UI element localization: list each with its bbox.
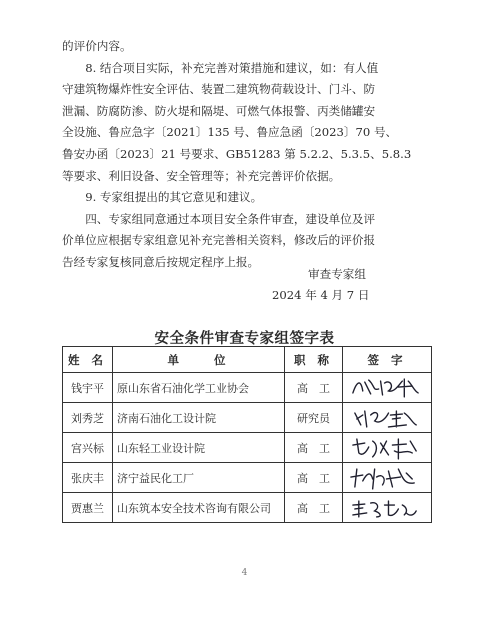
cell-name: 宫兴标 (63, 433, 113, 463)
opinion-text (62, 36, 430, 274)
signature-scribble (343, 493, 431, 522)
text-line: 告经专家复核同意后按规定程序上报。 (62, 254, 260, 269)
table-header-row (63, 347, 432, 373)
paragraph-item-9 (62, 187, 430, 209)
table-row (63, 403, 432, 433)
page-number: 4 (241, 568, 248, 578)
text-line: 8. 结合项目实际，补充完善对策措施和建议，如：有人值 (85, 60, 379, 75)
cell-name: 贾惠兰 (63, 493, 113, 523)
header-unit: 单 位 (113, 347, 285, 373)
cell-title: 高 工 (285, 373, 343, 403)
text-line: 鲁安办函〔2023〕21 号要求、GB51283 第 5.2.2、5.3.5、5.8.3 (62, 146, 412, 161)
handwritten-signature (343, 433, 432, 463)
paragraph-continuation (62, 36, 430, 58)
handwritten-signature (343, 463, 432, 493)
table-row (63, 373, 432, 403)
cell-name: 刘秀芝 (63, 403, 113, 433)
text-line: 等要求、利旧设备、安全管理等；补充完善评价依据。 (62, 168, 341, 183)
text-line: 全设施、鲁应急字〔2021〕135 号、鲁应急函〔2023〕70 号、 (62, 125, 398, 140)
cell-unit: 济南石油化工设计院 (113, 403, 285, 433)
text-line: 守建筑物爆炸性安全评估、装置二建筑物荷载设计、门斗、防 (62, 82, 376, 97)
header-title: 职 称 (285, 347, 343, 373)
text-line: 四、专家组同意通过本项目安全条件审查，建设单位及评 (85, 211, 376, 226)
signature-table (62, 346, 432, 523)
cell-unit: 济宁益民化工厂 (113, 463, 285, 493)
signature-scribble (343, 463, 431, 492)
paragraph-item-8 (62, 58, 430, 188)
text-line: 的评价内容。 (62, 39, 132, 53)
header-name: 姓 名 (63, 347, 113, 373)
handwritten-signature (343, 493, 432, 523)
cell-name: 钱宇平 (63, 373, 113, 403)
text-line: 9. 专家组提出的其它意见和建议。 (85, 190, 263, 205)
cell-unit: 原山东省石油化学工业协会 (113, 373, 285, 403)
header-signature: 签 字 (343, 347, 432, 373)
handwritten-signature (343, 403, 432, 433)
text-line: 价单位应根据专家组意见补充完善相关资料，修改后的评价报 (62, 233, 376, 248)
cell-title: 高 工 (285, 433, 343, 463)
document-date: 2024 年 4 月 7 日 (272, 288, 370, 302)
table-row (63, 463, 432, 493)
paragraph-section-4 (62, 209, 430, 274)
cell-name: 张庆丰 (63, 463, 113, 493)
handwritten-signature (343, 373, 432, 403)
cell-title: 研究员 (285, 403, 343, 433)
signature-scribble (343, 403, 431, 432)
table-row (63, 433, 432, 463)
expert-group-label: 审查专家组 (308, 267, 366, 281)
signature-scribble (343, 433, 431, 462)
cell-unit: 山东筑本安全技术咨询有限公司 (113, 493, 285, 523)
text-line: 泄漏、防腐防渗、防火堤和隔堤、可燃气体报警、丙类储罐安 (62, 103, 376, 118)
table-row (63, 493, 432, 523)
table-title: 安全条件审查专家组签字表 (154, 330, 335, 347)
cell-unit: 山东轻工业设计院 (113, 433, 285, 463)
cell-title: 高 工 (285, 493, 343, 523)
cell-title: 高 工 (285, 463, 343, 493)
signature-scribble (343, 373, 431, 402)
